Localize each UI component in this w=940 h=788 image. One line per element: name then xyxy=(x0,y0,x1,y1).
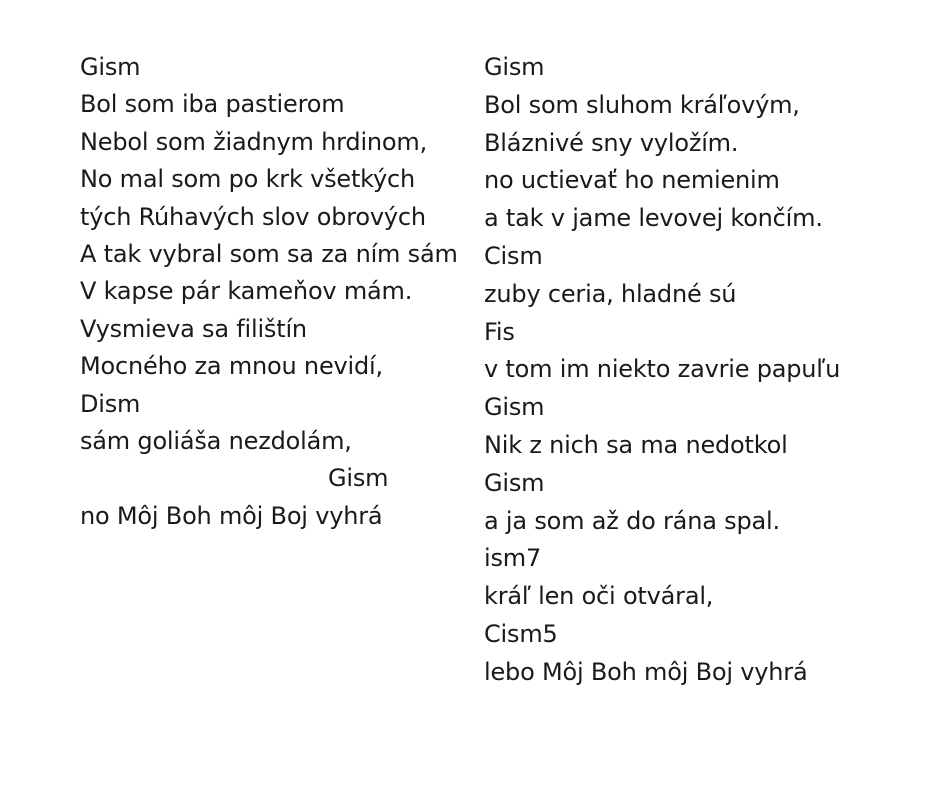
chord-line: Gism xyxy=(484,393,545,422)
lyric-line: zuby ceria, hladné sú xyxy=(484,279,737,308)
lyric-line: Nik z nich sa ma nedotkol xyxy=(484,430,788,459)
chord-line: ism7 xyxy=(484,544,542,573)
chord-line: Gism xyxy=(80,53,141,81)
chord-line: Cism xyxy=(484,241,543,270)
chord-line: Gism xyxy=(484,53,545,81)
lyric-line: Bol som sluhom kráľovým, xyxy=(484,90,800,119)
chord-line: Gism xyxy=(484,468,545,497)
chord-line: Gism xyxy=(328,464,389,493)
lyric-line: No mal som po krk všetkých xyxy=(80,165,416,194)
lyric-line: no uctievať ho nemienim xyxy=(484,166,780,195)
lyric-line: kráľ len oči otváral, xyxy=(484,582,714,611)
lyric-line: Bol som iba pastierom xyxy=(80,90,345,119)
lyric-line: V kapse pár kameňov mám. xyxy=(80,277,413,306)
lyric-line: Mocného za mnou nevidí, xyxy=(80,352,383,381)
lyrics-column-right xyxy=(484,49,924,692)
lyric-line: Bláznivé sny vyložím. xyxy=(484,128,739,157)
lyric-line: v tom im niekto zavrie papuľu xyxy=(484,355,841,384)
chord-line: Cism5 xyxy=(484,619,558,648)
lyric-line: Nebol som žiadnym hrdinom, xyxy=(80,127,428,156)
lyric-line: tých Rúhavých slov obrových xyxy=(80,202,426,231)
lyric-line: Vysmieva sa filištín xyxy=(80,314,307,343)
lyrics-column-left xyxy=(80,49,480,535)
lyric-line: A tak vybral som sa za ním sám xyxy=(80,239,458,268)
chord-line: Fis xyxy=(484,317,515,346)
lyric-line: a tak v jame levovej končím. xyxy=(484,204,823,233)
lyric-line: sám goliáša nezdolám, xyxy=(80,426,352,455)
chord-line: Dism xyxy=(80,389,141,418)
lyric-line: a ja som až do rána spal. xyxy=(484,506,780,535)
lyric-line: lebo Môj Boh môj Boj vyhrá xyxy=(484,657,808,686)
lyric-line: no Môj Boh môj Boj vyhrá xyxy=(80,501,383,530)
